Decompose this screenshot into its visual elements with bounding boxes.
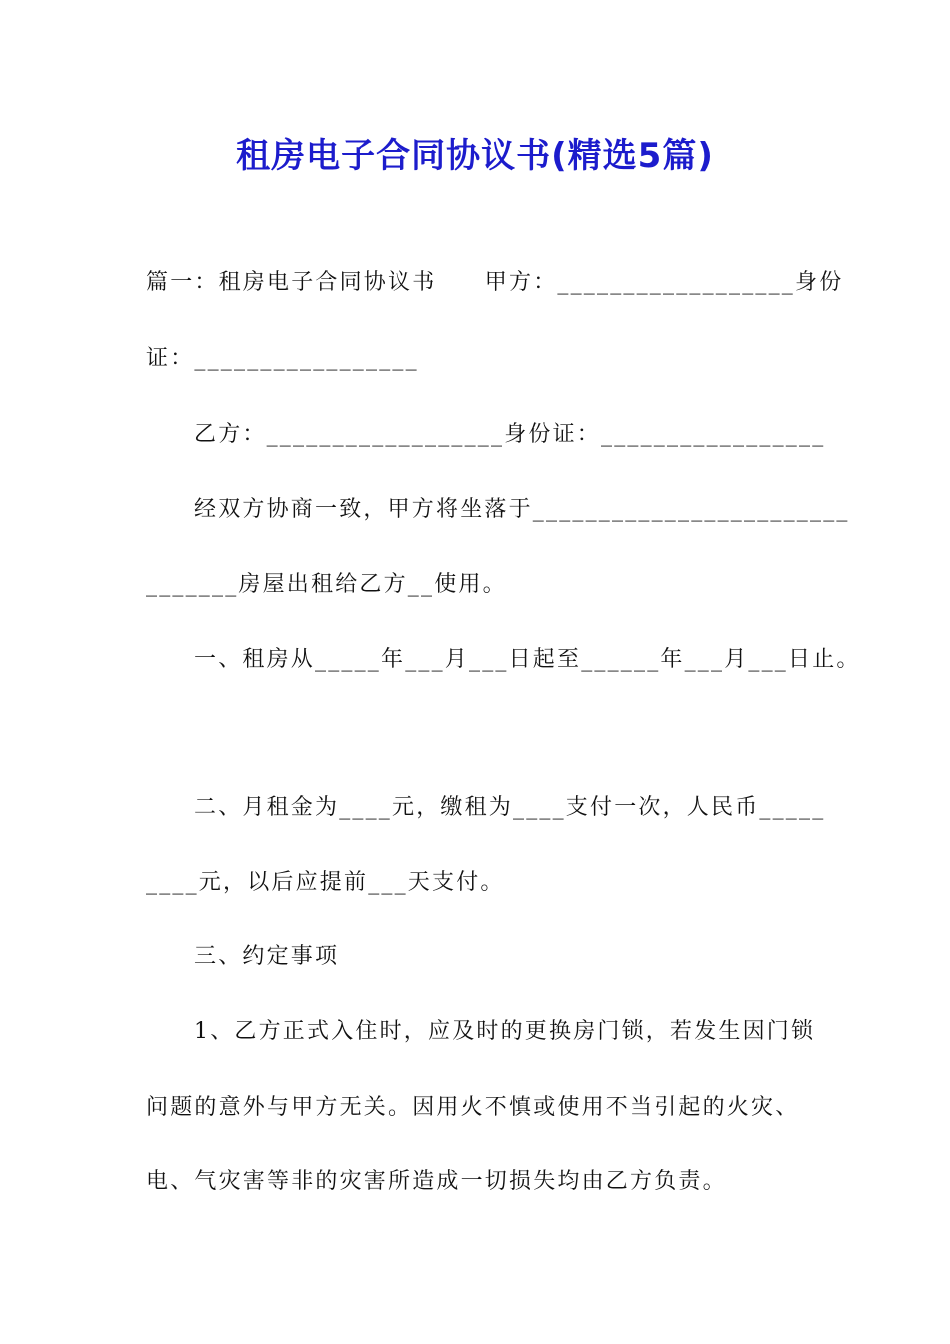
paragraph-line-clause-1-cont: 问题的意外与甲方无关。因用火不慎或使用不当引起的火灾、 <box>146 1095 800 1120</box>
paragraph-line-id-a: 证：_________________ <box>146 346 419 371</box>
paragraph-line-term: 一、租房从_____年___月___日起至______年___月___日止。 <box>194 647 861 672</box>
section-heading-terms: 三、约定事项 <box>194 944 340 969</box>
paragraph-line-clause-1-end: 电、气灾害等非的灾害所造成一切损失均由乙方负责。 <box>146 1169 727 1194</box>
paragraph-line-rent: 二、月租金为____元，缴租为____支付一次，人民币_____ <box>194 795 826 820</box>
paragraph-line-party-b: 乙方：__________________身份证：_________________ <box>194 422 826 447</box>
paragraph-line-rent-cont: ____元，以后应提前___天支付。 <box>146 870 505 895</box>
paragraph-line-location: 经双方协商一致，甲方将坐落于________________________ <box>194 497 850 522</box>
paragraph-line-party-a: 篇一：租房电子合同协议书 甲方：__________________身份 <box>146 270 844 295</box>
document-title: 租房电子合同协议书(精选5篇) <box>236 136 714 176</box>
paragraph-line-location-cont: _______房屋出租给乙方__使用。 <box>146 572 507 597</box>
paragraph-line-clause-1: 1、乙方正式入住时，应及时的更换房门锁，若发生因门锁 <box>194 1019 816 1044</box>
